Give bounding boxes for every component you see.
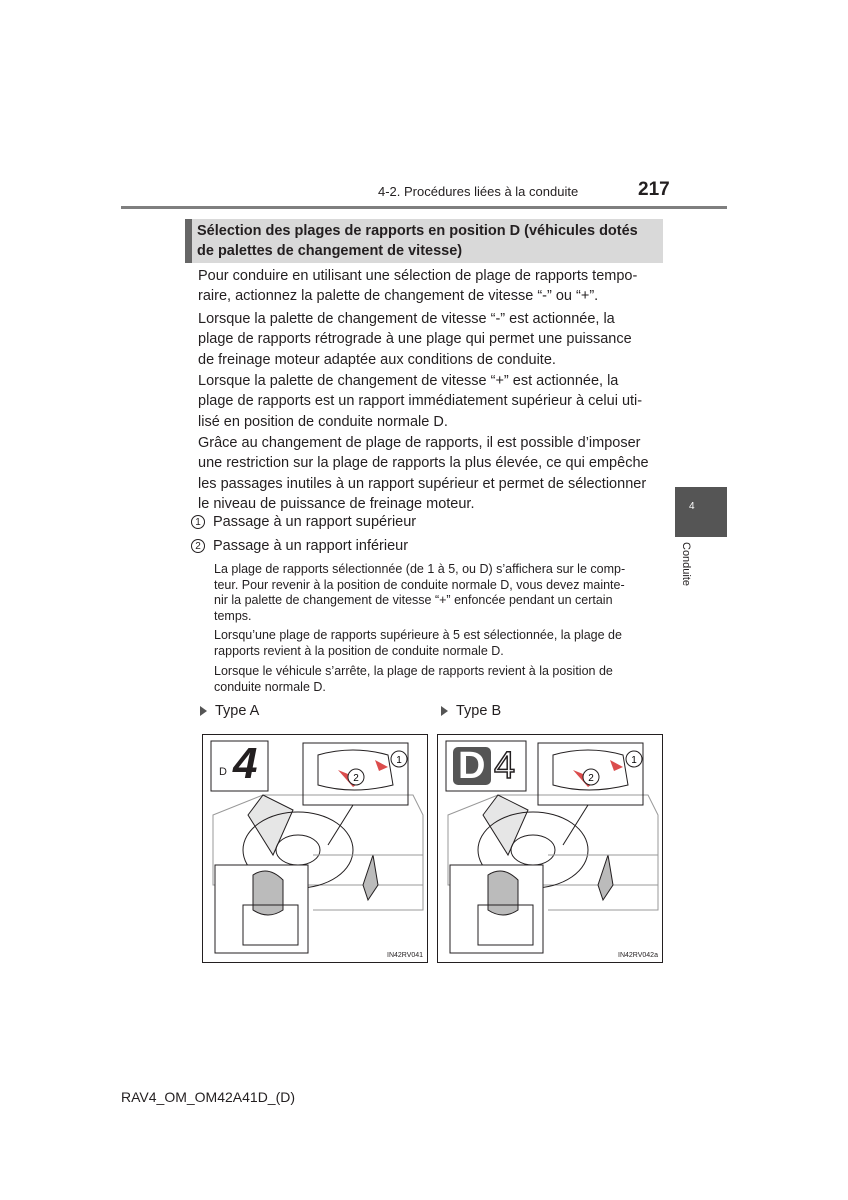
section-heading [197,221,659,261]
note: Lorsque le véhicule s’arrête, la plage de rapports revient à la position de conduite normale D. [214,664,613,694]
list-item [191,514,416,530]
svg-text:1: 1 [631,755,637,766]
type-a-label: Type A [200,703,259,719]
display-gear-letter: D [458,745,486,787]
paragraph: Pour conduire en utilisant une sélection de plage de rapports tempo- raire, actionnez la palette de changement de vitesse “-” ou “+”. [198,268,638,305]
note: La plage de rapports sélectionnée (de 1 à 5, ou D) s’affichera sur le comp- teur. Pour revenir à la position de conduite normale D, vous devez mainte- nir la palette de changement de vitesse “+” enfoncée pendant un certain temps. [214,562,626,623]
figure-code: IN42RV041 [387,952,424,959]
header-section-title: 4-2. Procédures liées à la conduite [378,184,579,199]
svg-text:2: 2 [588,773,594,784]
figure-type-a [202,734,428,963]
type-b-label: Type B [441,703,501,719]
display-gear-number: 4 [233,739,256,788]
figure-type-b [437,734,663,963]
svg-text:1: 1 [396,755,402,766]
display-gear-letter: D [219,766,227,778]
note: Lorsqu’une plage de rapports supérieure à 5 est sélectionnée, la plage de rapports revient à la position de conduite normale D. [214,628,622,658]
page-number: 217 [638,179,670,200]
triangle-bullet-icon [441,706,448,716]
paragraph: Grâce au changement de plage de rapports, il est possible d’imposer une restriction sur la plage de rapports la plus élevée, ce qui empêche les passages inutiles à un rapport supérieur et permet de sélectionner le niveau de puissance de freinage moteur. [198,435,649,513]
chapter-tab-number: 4 [689,501,695,512]
list-item-text: Passage à un rapport supérieur [213,514,417,530]
figure-code: IN42RV042a [618,952,658,959]
list-item [191,538,408,554]
svg-text:2: 2 [353,773,359,784]
footer-doc-code: RAV4_OM_OM42A41D_(D) [121,1089,296,1105]
header-rule [121,206,727,209]
chapter-tab-label: Conduite [680,542,692,587]
heading-line: Sélection des plages de rapports en position D (véhicules dotés [197,223,638,239]
number-circle: 2 [191,539,205,553]
paragraph: Lorsque la palette de changement de vitesse “+” est actionnée, la plage de rapports est un rapport immédiatement supérieur à celui uti- lisé en position de conduite normale D. [198,373,643,430]
list-item-text: Passage à un rapport inférieur [213,538,409,554]
triangle-bullet-icon [200,706,207,716]
display-gear-number: 4 [494,745,516,787]
number-circle: 1 [191,515,205,529]
heading-line: de palettes de changement de vitesse) [197,243,463,259]
paragraph: Lorsque la palette de changement de vitesse “-” est actionnée, la plage de rapports rétrograde à une plage qui permet une puissance de freinage moteur adaptée aux conditions de conduite. [198,311,632,368]
chapter-tab [675,487,727,537]
